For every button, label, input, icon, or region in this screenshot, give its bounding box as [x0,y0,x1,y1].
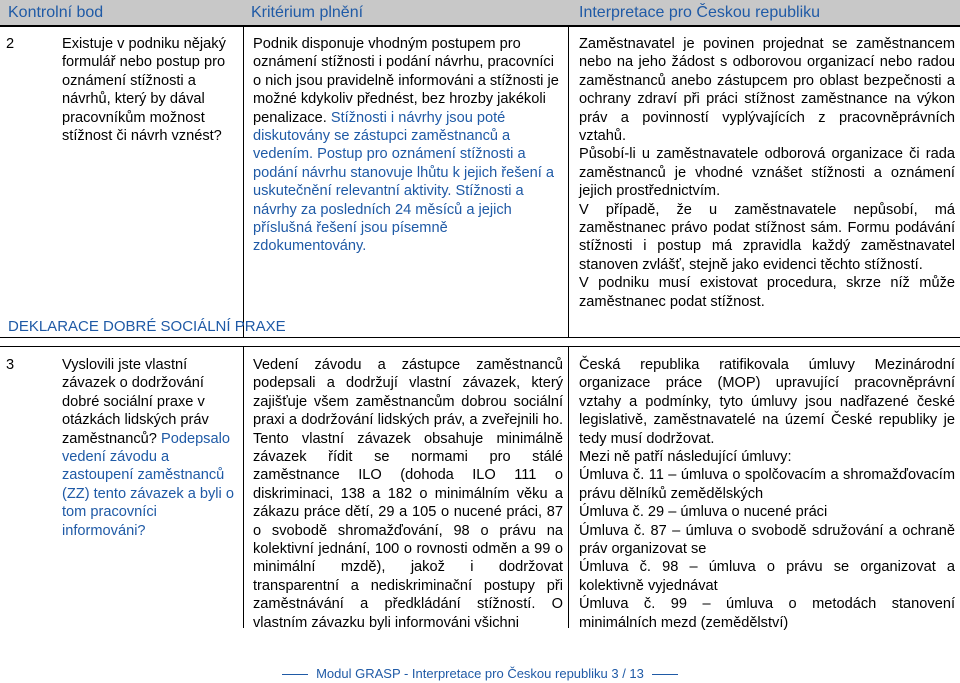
header-checkpoint: Kontrolní bod [8,4,104,21]
row-divider [0,337,960,338]
footer-rule [652,674,678,675]
column-divider [243,346,244,628]
header-interpretation: Interpretace pro Českou republiku [579,4,821,21]
criterion-text: Podnik disponuje vhodným postupem pro oznámení stížnosti i podání návrhu, pracovníci o nich jsou pravidelně informováni a stížnosti je možné kdykoliv přednést, bez hrozby jakékoli penalizace. Stížnosti i návrhy jsou poté diskutovány se zástupci zaměstnanců a vedením. Postup pro oznámení stížnosti a podání návrhu stanovuje lhůtu k jejich řešení a uskutečnění relevantní aktivity. Stížnosti a návrhy za posledních 24 měsíců a jejich příslušná řešení jsou písemně zdokumentovány. [253,36,559,255]
footer-rule [282,674,308,675]
criterion-text: Vedení závodu a zástupce zaměstnanců podepsali a dodržují vlastní závazek, který zajišťuje všem zaměstnancům dobrou sociální praxi a dodržování lidských práv, a zveřejnili ho. Tento vlastní závazek obsahuje minimálně závazek řídit se normami pro stálé zaměstnance ILO (dohoda ILO 111 o diskriminaci, 138 a 182 o minimálním věku a zákazu práce dětí, 29 a 105 o nucené práci, 87 o svobodě shromažďování, 98 o právu na kolektivní jednání, 100 o rovnosti odměn a 99 o minimální mzdě), jakož i dodržovat transparentní a nediskriminační postupy při zaměstnávání a předkládání stížností. O vlastním závazku byli informováni všichni [253,357,563,631]
interpretation-text: Česká republika ratifikovala úmluvy Mezinárodní organizace práce (MOP) upravující pracovněprávní vztahy a podmínky, tyto úmluvy jsou nadřazené české legislativě, zaměstnavatelé na území České republiky je tedy musí dodržovat. Mezi ně patří následující úmluvy: Úmluva č. 11 – úmluva o spolčovacím a shromažďovacím právu dělníků zemědělských Úmluva č. 29 – úmluva o nucené práci Úmluva č. 87 – úmluva o svobodě sdružování a ochraně práv organizovat se Úmluva č. 98 – úmluva o právu se organizovat a kolektivně vyjednávat Úmluva č. 99 – úmluva o metodách stanovení minimálních mezd (zemědělství) [579,357,955,631]
row-number: 2 [6,36,15,52]
table-header [0,0,960,27]
footer-text: Modul GRASP - Interpretace pro Českou republiku 3 / 13 [316,666,644,681]
row-divider [0,346,960,347]
page-footer [0,666,960,681]
column-divider [568,27,569,337]
row-number: 3 [6,357,15,373]
section-label: DEKLARACE DOBRÉ SOCIÁLNÍ PRAXE [8,318,286,335]
interpretation-text: Zaměstnavatel je povinen projednat se zaměstnancem nebo na jeho žádost s odborovou organizací nebo radou zaměstnanců anebo zástupcem pro oblast bezpečnosti a ochrany zdraví při práci stížnost zaměstnance na výkon práv a povinností vyplývajících z pracovněprávních vztahů. Působí-li u zaměstnavatele odborová organizace či rada zaměstnanců je vhodné vznášet stížnosti a oznámení jejich prostřednictvím. V případě, že u zaměstnavatele nepůsobí, má zaměstnanec právo podat stížnost sám. Formu podávání stížnosti i postup má zpravidla každý zaměstnavatel stanoven zvlášť, stejně jako evidenci těchto stížností. V podniku musí existovat procedura, skrze níž může zaměstnanec podat stížnost. [579,36,955,310]
header-criterion: Kritérium plnění [251,4,364,21]
checkpoint-question: Existuje v podniku nějaký formulář nebo postup pro oznámení stížnosti a návrhů, který by dával pracovníkům možnost stížnost či návrh vznést? [62,36,226,145]
column-divider [243,27,244,337]
checkpoint-question: Vyslovili jste vlastní závazek o dodržování dobré sociální praxe v otázkách lidských práv zaměstnanců? Podepsalo vedení závodu a zastoupení zaměstnanců (ZZ) tento závazek a byli o tom pracovníci informováni? [62,357,234,539]
column-divider [568,346,569,628]
